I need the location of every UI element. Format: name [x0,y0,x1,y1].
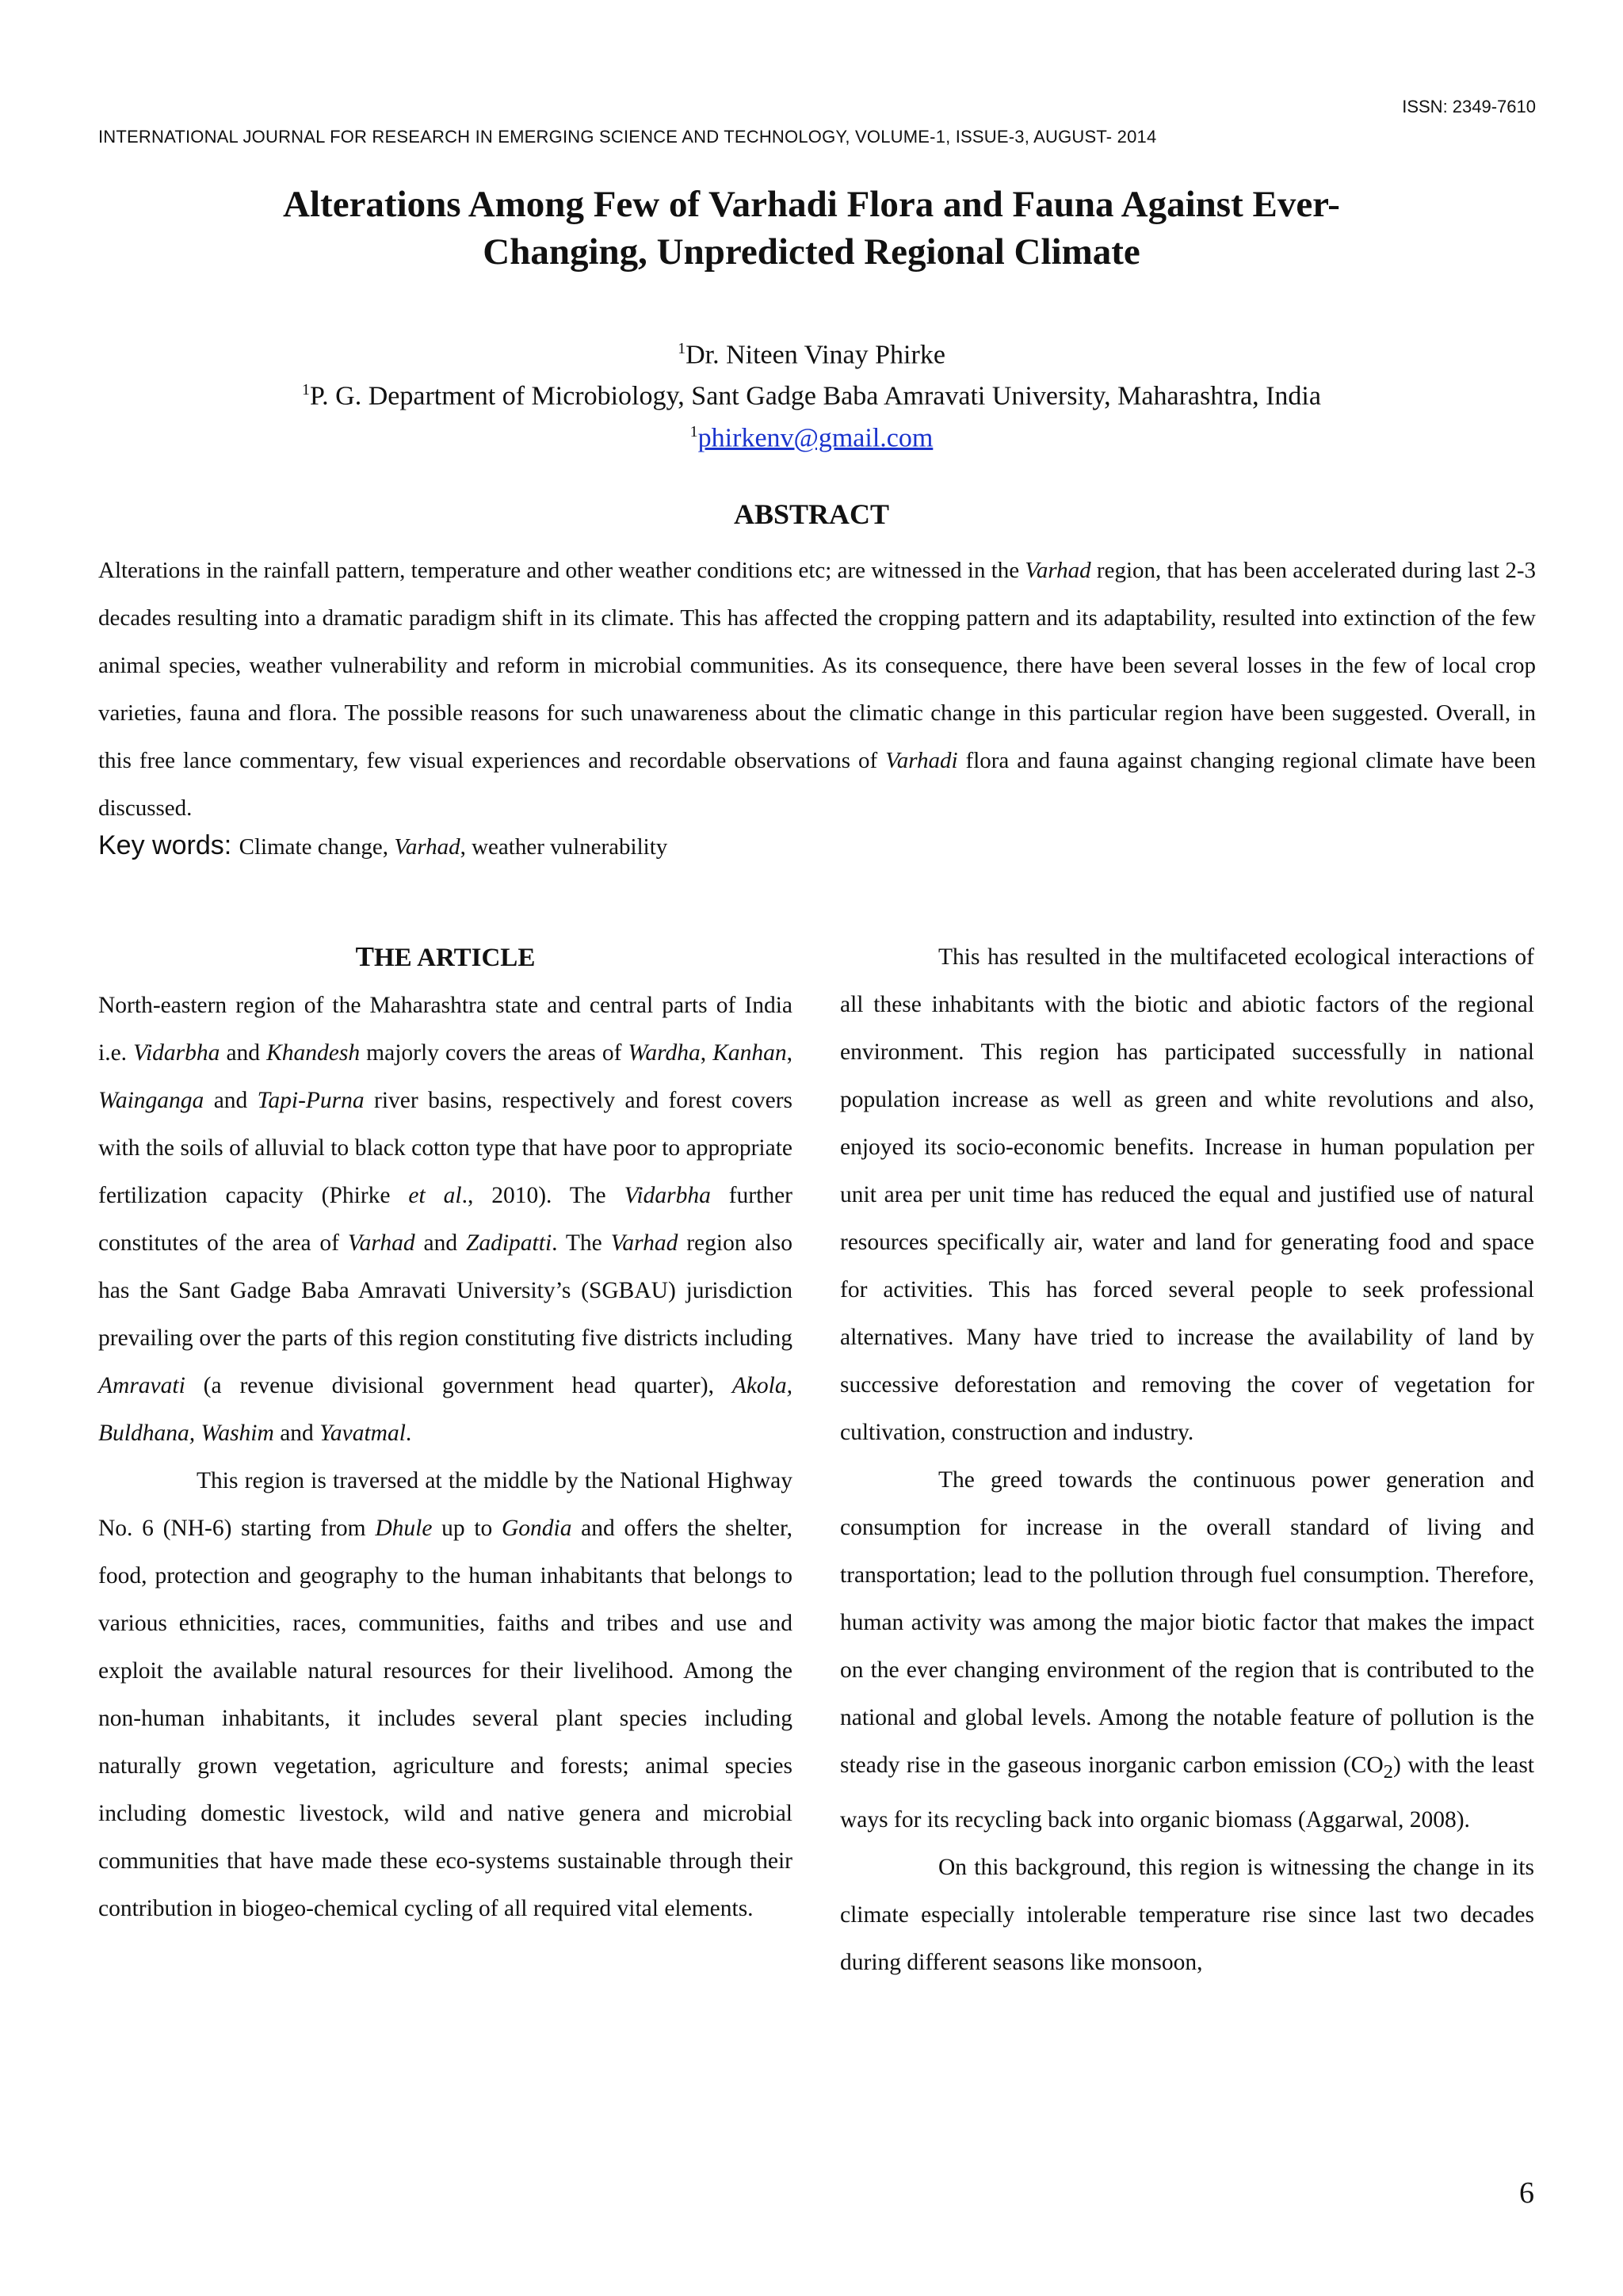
text: This region is traversed at the middle by the National Highway No. 6 (NH-6) starting from [98,1468,792,1541]
text-italic: Yavatmal [319,1421,406,1446]
subscript: 2 [1383,1760,1393,1783]
author-name-line [98,331,1525,372]
text-italic: Wardha [628,1040,701,1066]
text-italic: Amravati [98,1373,185,1398]
abstract-text [98,547,1536,832]
text: The greed towards the continuous power generation and consumption for increase in the overall standard of living and transportation; lead to the pollution through fuel consumption. Therefore, human activity was among the major biotic factor that makes the impact on the ever changing environment of the region that is contributed to the national and global levels. Among the notable feature of pollution is the steady rise in the gaseous inorganic carbon emission (CO [840,1467,1534,1778]
abstract-part: region, that has been accelerated during last 2-3 decades resulting into a dramatic paradigm shift in its climate. This has affected the cropping pattern and its adaptability, resulted into extinction of the few animal species, weather vulnerability and reform in microbial communities. As its consequence, there have been several losses in the few of local crop varieties, fauna and flora. The possible reasons for such unawareness about the climatic change in this particular region have been suggested. Overall, in this free lance commentary, few visual experiences and recordable observations of [98,558,1536,773]
text-italic: Zadipatti [465,1230,552,1256]
text: ., 2010). The [461,1183,624,1208]
title-line-1: Alterations Among Few of Varhadi Flora and Fauna Against Ever- [283,184,1340,225]
text-italic: Khandesh [266,1040,361,1066]
author-sup: 1 [678,340,686,357]
issn: ISSN: 2349-7610 [1402,97,1536,116]
text: and [220,1040,267,1066]
text-italic: Vidarbha [133,1040,220,1066]
affiliation-sup: 1 [302,381,311,399]
paper-title [98,181,1525,276]
keyword: Climate change, [239,834,395,860]
affiliation: P. G. Department of Microbiology, Sant Gadge Baba Amravati University, Maharashtra, India [310,381,1321,411]
text: and [204,1088,258,1113]
right-column [840,933,1534,1986]
email-link[interactable]: phirkenv@gmail.com [697,422,934,452]
left-paragraph-2 [98,1457,792,1932]
heading-initial: T [355,941,375,972]
right-paragraph-1: This has resulted in the multifaceted ecological interactions of all these inhabitants with the biotic and abiotic factors of the regional environment. This region has participated successfully in national population increase as well as green and white revolutions and also, enjoyed its socio-economic benefits. Increase in human population per unit area per unit time has reduced the equal and justified use of natural resources specifically air, water and land for generating food and space for activities. This has forced several people to seek professional alternatives. Many have tried to increase the availability of land by successive deforestation and removing the cover of vegetation for cultivation, construction and industry. [840,944,1534,1445]
text: and [273,1421,320,1446]
abstract-part: Alterations in the rainfall pattern, temperature and other weather conditions etc; are witnessed in the [98,558,1025,583]
right-paragraph-2 [840,1456,1534,1844]
text: river basins, respectively and forest covers with the soils of alluvial to black cotton type that have poor to appropriate fertilization capacity (Phirke [98,1088,792,1208]
author-name: Dr. Niteen Vinay Phirke [685,340,945,370]
text: up to [432,1516,502,1541]
text-italic: Tapi-Purna [257,1088,365,1113]
text-italic: Gondia [501,1516,572,1541]
page-number: 6 [1519,2176,1534,2210]
keywords [98,830,667,861]
abstract-italic: Varhadi [885,748,958,773]
abstract-part: flora and fauna against changing regional climate have been discussed. [98,748,1536,821]
right-paragraph-3: On this background, this region is witnessing the change in its climate especially intolerable temperature rise since last two decades during different seasons like monsoon, [840,1854,1534,1975]
journal-header: INTERNATIONAL JOURNAL FOR RESEARCH IN EMERGING SCIENCE AND TECHNOLOGY, VOLUME-1, ISSUE-3, AUGUST- 2014 [98,127,1157,147]
abstract-heading: ABSTRACT [733,498,890,530]
keyword: Varhad [394,834,460,860]
text: (a revenue divisional government head quarter), [185,1373,732,1398]
email-line [98,414,1525,456]
text: , [786,1040,792,1066]
text-italic: Kanhan [712,1040,787,1066]
keyword: , weather vulnerability [460,834,668,860]
text: ) with the least ways for its recycling back into organic biomass (Aggarwal, 2008). [840,1753,1535,1833]
text: . [405,1421,412,1446]
left-paragraph-1 [98,982,792,1457]
email-sup: 1 [689,422,698,441]
affiliation-line [98,372,1525,414]
keywords-label: Key words: [98,830,239,860]
text-italic: Varhad [347,1230,415,1256]
text: further constitutes of the area of [98,1183,792,1256]
text: . The [552,1230,611,1256]
text: and offers the shelter, food, protection and geography to the human inhabitants that belongs to various ethnicities, races, communities, faiths and tribes and use and exploit the available natural resources for their livelihood. Among the non-human inhabitants, it includes several plant species including naturally grown vegetation, agriculture and forests; animal species including domestic livestock, wild and native genera and microbial communities that have made these eco-systems sustainable through their contribution in biogeo-chemical cycling of all required vital elements. [98,1516,792,1921]
text-italic: Varhad [610,1230,678,1256]
text: , [700,1040,713,1066]
text: North-eastern region of the Maharashtra state and central parts of India i.e. [98,993,792,1066]
text: majorly covers the areas of [360,1040,628,1066]
text-italic: Akola, Buldhana, Washim [98,1373,792,1446]
text: and [414,1230,466,1256]
author-block [98,331,1525,456]
text-italic: et al [408,1183,462,1208]
abstract-italic: Varhad [1025,558,1091,583]
section-heading [98,933,792,982]
text-italic: Dhule [375,1516,433,1541]
title-line-2: Changing, Unpredicted Regional Climate [483,231,1140,273]
text-italic: Vidarbha [624,1183,711,1208]
text-italic: Wainganga [98,1088,204,1113]
left-column [98,933,792,1932]
heading-rest: HE ARTICLE [374,944,536,972]
text: region also has the Sant Gadge Baba Amravati University’s (SGBAU) jurisdiction prevailing over the parts of this region constituting five districts including [98,1230,792,1351]
